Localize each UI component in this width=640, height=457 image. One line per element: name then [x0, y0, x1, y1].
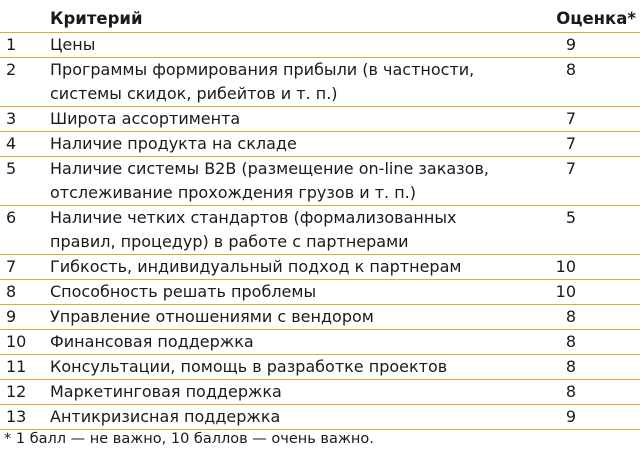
- row-number: 5: [0, 157, 50, 206]
- header-criterion: Критерий: [50, 4, 520, 33]
- table-row: [0, 280, 640, 305]
- row-score: 5: [520, 206, 640, 255]
- row-score: 8: [520, 380, 640, 405]
- row-score: 9: [520, 33, 640, 58]
- row-number: 7: [0, 255, 50, 280]
- row-criterion: Широта ассортимента: [50, 107, 520, 132]
- row-number: 11: [0, 355, 50, 380]
- row-score: 8: [520, 330, 640, 355]
- footnote: * 1 балл — не важно, 10 баллов — очень важно.: [4, 431, 374, 447]
- row-number: 8: [0, 280, 50, 305]
- table-row: [0, 157, 640, 206]
- row-criterion: Цены: [50, 33, 520, 58]
- row-number: 1: [0, 33, 50, 58]
- row-criterion: Способность решать проблемы: [50, 280, 520, 305]
- row-criterion: Гибкость, индивидуальный подход к партнерам: [50, 255, 520, 280]
- row-criterion: Консультации, помощь в разработке проектов: [50, 355, 520, 380]
- header-score: Оценка*: [520, 4, 640, 33]
- row-score: 10: [520, 255, 640, 280]
- row-score: 7: [520, 107, 640, 132]
- row-score: 7: [520, 132, 640, 157]
- row-number: 12: [0, 380, 50, 405]
- table-row: [0, 58, 640, 107]
- table-row: [0, 330, 640, 355]
- row-criterion: Финансовая поддержка: [50, 330, 520, 355]
- row-number: 13: [0, 405, 50, 430]
- row-criterion: Наличие системы B2B (размещение on-line заказов, отслеживание прохождения грузов и т. п.): [50, 157, 520, 206]
- row-criterion: Наличие продукта на складе: [50, 132, 520, 157]
- row-score: 8: [520, 355, 640, 380]
- row-number: 2: [0, 58, 50, 107]
- row-number: 10: [0, 330, 50, 355]
- table-row: [0, 405, 640, 430]
- table-header-row: [0, 4, 640, 33]
- table-row: [0, 33, 640, 58]
- table-row: [0, 107, 640, 132]
- row-score: 8: [520, 58, 640, 107]
- row-number: 4: [0, 132, 50, 157]
- row-criterion: Антикризисная поддержка: [50, 405, 520, 430]
- row-number: 6: [0, 206, 50, 255]
- row-criterion: Управление отношениями с вендором: [50, 305, 520, 330]
- table-row: [0, 380, 640, 405]
- row-criterion: Маркетинговая поддержка: [50, 380, 520, 405]
- table-row: [0, 132, 640, 157]
- row-number: 3: [0, 107, 50, 132]
- row-number: 9: [0, 305, 50, 330]
- row-score: 10: [520, 280, 640, 305]
- table-row: [0, 355, 640, 380]
- row-score: 8: [520, 305, 640, 330]
- criteria-table: [0, 4, 640, 430]
- row-score: 9: [520, 405, 640, 430]
- table-row: [0, 206, 640, 255]
- header-number: [0, 4, 50, 33]
- row-score: 7: [520, 157, 640, 206]
- table-row: [0, 305, 640, 330]
- row-criterion: Наличие четких стандартов (формализованных правил, процедур) в работе с партнерами: [50, 206, 520, 255]
- table-row: [0, 255, 640, 280]
- row-criterion: Программы формирования прибыли (в частности, системы скидок, рибейтов и т. п.): [50, 58, 520, 107]
